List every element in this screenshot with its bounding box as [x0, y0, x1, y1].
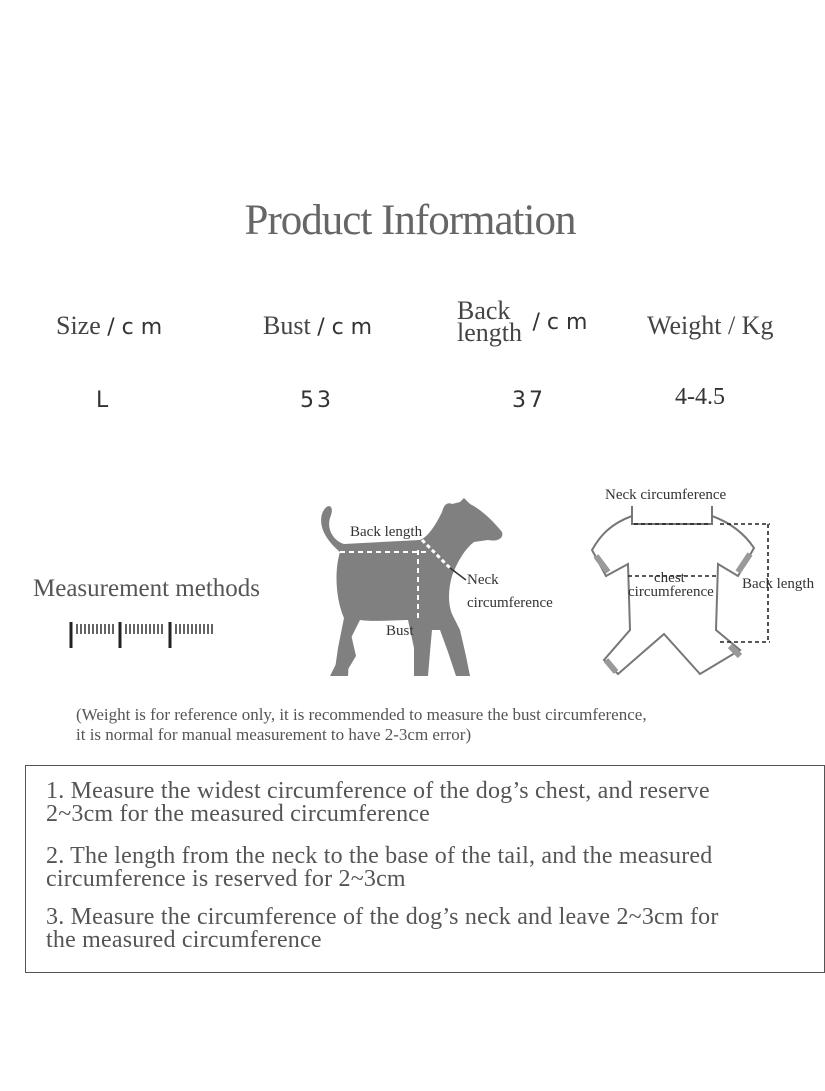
instruction-item	[46, 845, 786, 891]
header-bust-unit: / c m	[317, 315, 373, 340]
header-size-unit: / c m	[107, 315, 163, 340]
value-back-length: 37	[512, 388, 546, 413]
header-bust-label: Bust	[263, 311, 311, 340]
value-size: L	[96, 388, 112, 413]
page-title: Product Information	[244, 197, 576, 244]
garment-label-back-length: Back length	[742, 576, 815, 592]
dog-label-back-length: Back length	[350, 524, 423, 540]
dog-label-neck-line1: Neck	[467, 572, 499, 588]
header-weight-unit: / Kg	[727, 311, 774, 340]
instruction-3-line2: the measured circumference	[46, 927, 322, 953]
value-weight: 4-4.5	[675, 384, 725, 410]
value-bust: 53	[300, 388, 334, 413]
header-back-length-unit: / c m	[532, 309, 588, 335]
garment-label-chest-line2: circumference	[628, 584, 714, 600]
instruction-3-line1: 3. Measure the circumference of the dog’s neck and leave 2~3cm for	[46, 904, 719, 930]
header-size-label: Size	[56, 311, 101, 340]
measurement-methods-label: Measurement methods	[33, 575, 261, 602]
instruction-item	[46, 780, 786, 826]
dog-label-neck-line2: circumference	[467, 595, 553, 611]
weight-note-line2: it is normal for manual measurement to have 2-3cm error)	[76, 725, 472, 744]
header-bust	[263, 311, 372, 341]
instruction-2-line1: 2. The length from the neck to the base of the tail, and the measured	[46, 843, 713, 869]
instruction-1-line1: 1. Measure the widest circumference of the dog’s chest, and reserve	[46, 778, 710, 804]
weight-note	[76, 705, 796, 745]
instruction-1-line2: 2~3cm for the measured circumference	[46, 801, 430, 827]
header-back-length	[457, 296, 588, 347]
header-back-length-label	[457, 296, 522, 347]
instruction-2-line2: circumference is reserved for 2~3cm	[46, 866, 406, 892]
instruction-item	[46, 906, 786, 952]
header-back-length-line2: length	[457, 318, 522, 347]
header-back-length-line1: Back	[457, 296, 511, 325]
weight-note-line1: (Weight is for reference only, it is recommended to measure the bust circumference,	[76, 705, 647, 724]
header-weight-label: Weight	[647, 311, 722, 340]
dog-label-bust: Bust	[386, 623, 414, 639]
measurement-diagram	[0, 480, 815, 690]
header-size	[56, 311, 162, 341]
garment-label-neck: Neck circumference	[605, 487, 727, 503]
header-weight	[647, 311, 773, 341]
garment-label-chest-line1: chest	[654, 570, 685, 586]
